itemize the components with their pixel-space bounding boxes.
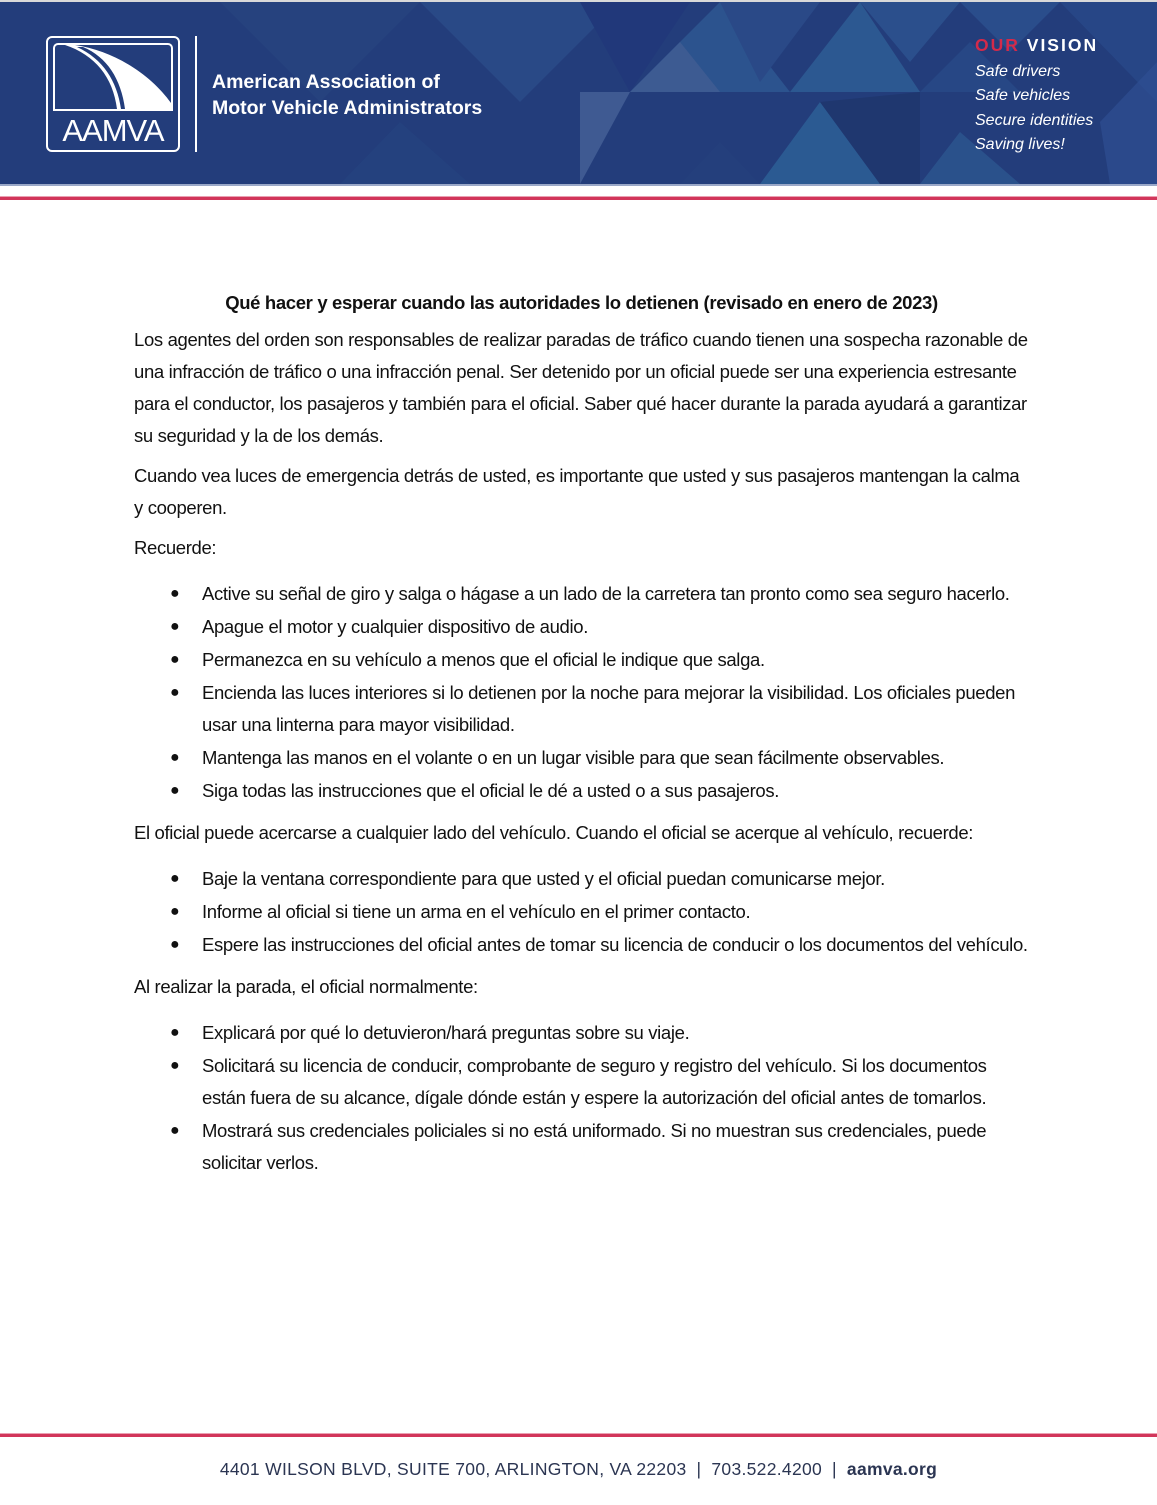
vision-item: Saving lives! bbox=[975, 135, 1065, 153]
list-item-text: Solicitará su licencia de conducir, comprobante de seguro y registro del vehículo. Si los documentos están fuera de su alcance, dígale dónde están y espere la autorización del oficial antes de tomarlos. bbox=[202, 1055, 987, 1108]
vision-item: Safe vehicles bbox=[975, 87, 1071, 105]
footer-separator: | bbox=[696, 1459, 702, 1479]
bullet-icon: ● bbox=[170, 903, 180, 920]
bullet-icon: ● bbox=[170, 1122, 180, 1139]
org-name-line1: American Association of bbox=[212, 71, 440, 93]
vision-title-accent: OUR bbox=[975, 35, 1020, 55]
bullet-icon: ● bbox=[170, 936, 180, 953]
aamva-logo bbox=[46, 36, 180, 152]
vision-block bbox=[975, 34, 1098, 157]
list-item bbox=[170, 611, 1029, 643]
road-icon bbox=[55, 45, 171, 109]
list-item bbox=[170, 775, 1029, 807]
bullet-icon: ● bbox=[170, 749, 180, 766]
footer-website-link[interactable]: aamva.org bbox=[846, 1459, 938, 1479]
header-banner bbox=[0, 2, 1157, 184]
footer-address: 4401 WILSON BLVD, SUITE 700, ARLINGTON, VA 22203 bbox=[219, 1459, 687, 1479]
list-item-text: Siga todas las instrucciones que el oficial le dé a usted o a sus pasajeros. bbox=[202, 780, 780, 801]
list-item bbox=[170, 863, 1029, 895]
section3-list bbox=[134, 1017, 1029, 1179]
bullet-icon: ● bbox=[170, 651, 180, 668]
banner-bottom-edge bbox=[0, 184, 1157, 186]
list-item bbox=[170, 742, 1029, 774]
list-item-text: Permanezca en su vehículo a menos que el oficial le indique que salga. bbox=[202, 649, 765, 670]
organization-name bbox=[212, 69, 482, 121]
list-item bbox=[170, 644, 1029, 676]
section1-list bbox=[134, 578, 1029, 807]
list-item bbox=[170, 1115, 1029, 1179]
bullet-icon: ● bbox=[170, 618, 180, 635]
list-item-text: Espere las instrucciones del oficial antes de tomar su licencia de conducir o los documentos del vehículo. bbox=[202, 934, 1028, 955]
list-item-text: Explicará por qué lo detuvieron/hará preguntas sobre su viaje. bbox=[202, 1022, 690, 1043]
document-body bbox=[134, 287, 1029, 1189]
road-emblem bbox=[53, 43, 173, 111]
footer-divider-rule bbox=[0, 1433, 1157, 1437]
section1-label: Recuerde: bbox=[134, 537, 217, 558]
list-item-text: Baje la ventana correspondiente para que usted y el oficial puedan comunicarse mejor. bbox=[202, 868, 885, 889]
vision-title-rest: VISION bbox=[1026, 35, 1099, 55]
bullet-icon: ● bbox=[170, 870, 180, 887]
list-item-text: Active su señal de giro y salga o hágase a un lado de la carretera tan pronto como sea seguro hacerlo. bbox=[202, 583, 1010, 604]
list-item bbox=[170, 1050, 1029, 1114]
list-item bbox=[170, 1017, 1029, 1049]
header-divider-rule bbox=[0, 196, 1157, 200]
bullet-icon: ● bbox=[170, 684, 180, 701]
bullet-icon: ● bbox=[170, 1024, 180, 1041]
logo-wordmark: AAMVA bbox=[62, 113, 164, 148]
vision-item: Safe drivers bbox=[975, 63, 1061, 80]
vision-item: Secure identities bbox=[975, 111, 1094, 129]
section3-label: Al realizar la parada, el oficial normalmente: bbox=[134, 976, 478, 997]
list-item bbox=[170, 929, 1029, 961]
list-item bbox=[170, 578, 1029, 610]
logo-divider bbox=[195, 36, 197, 152]
list-item-text: Informe al oficial si tiene un arma en el vehículo en el primer contacto. bbox=[202, 901, 751, 922]
footer-phone: 703.522.4200 bbox=[711, 1459, 823, 1479]
list-item-text: Apague el motor y cualquier dispositivo de audio. bbox=[202, 616, 588, 637]
list-item bbox=[170, 896, 1029, 928]
bullet-icon: ● bbox=[170, 585, 180, 602]
document-title: Qué hacer y esperar cuando las autoridades lo detienen (revisado en enero de 2023) bbox=[225, 292, 938, 313]
emergency-paragraph: Cuando vea luces de emergencia detrás de usted, es importante que usted y sus pasajeros mantengan la calma y cooperen. bbox=[134, 465, 1020, 518]
list-item bbox=[170, 677, 1029, 741]
bullet-icon: ● bbox=[170, 782, 180, 799]
org-name-line2: Motor Vehicle Administrators bbox=[212, 97, 483, 119]
footer bbox=[0, 1459, 1157, 1480]
list-item-text: Mostrará sus credenciales policiales si no está uniformado. Si no muestran sus credenciales, puede solicitar verlos. bbox=[202, 1120, 987, 1173]
list-item-text: Mantenga las manos en el volante o en un lugar visible para que sean fácilmente observables. bbox=[202, 747, 945, 768]
section2-label: El oficial puede acercarse a cualquier lado del vehículo. Cuando el oficial se acerque al vehículo, recuerde: bbox=[134, 822, 974, 843]
section2-list bbox=[134, 863, 1029, 961]
vision-title bbox=[975, 34, 1098, 56]
list-item-text: Encienda las luces interiores si lo detienen por la noche para mejorar la visibilidad. Los oficiales pueden usar una linterna para mayor visibilidad. bbox=[202, 682, 1016, 735]
bullet-icon: ● bbox=[170, 1057, 180, 1074]
footer-separator: | bbox=[832, 1459, 837, 1479]
intro-paragraph: Los agentes del orden son responsables de realizar paradas de tráfico cuando tienen una sospecha razonable de una infracción de tráfico o una infracción penal. Ser detenido por un oficial puede ser una experiencia estresante para el conductor, los pasajeros y también para el oficial. Saber qué hacer durante la parada ayudará a garantizar su seguridad y la de los demás. bbox=[134, 329, 1028, 446]
